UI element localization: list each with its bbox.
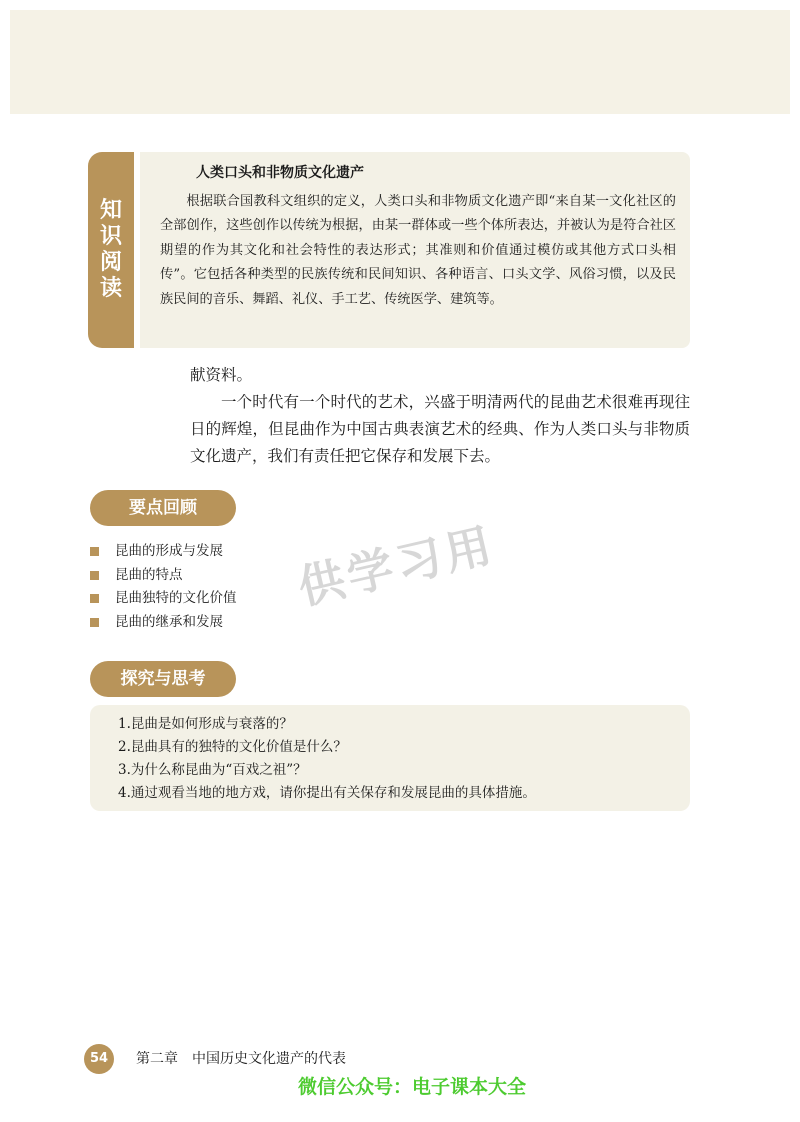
chapter-footer bbox=[136, 1048, 346, 1068]
prose-paragraph-1: 献资料。 bbox=[190, 366, 253, 384]
tab-char-1: 知 bbox=[99, 198, 122, 223]
watermark: 供学习用 bbox=[293, 517, 501, 615]
review-item bbox=[90, 587, 237, 611]
chapter-title: 中国历史文化遗产的代表 bbox=[192, 1051, 346, 1067]
tab-char-3: 阅 bbox=[99, 250, 122, 275]
knowledge-reading-box bbox=[140, 152, 690, 348]
review-item-text: 昆曲的特点 bbox=[115, 566, 183, 583]
review-heading: 要点回顾 bbox=[90, 490, 236, 526]
tab-char-2: 识 bbox=[99, 224, 122, 249]
review-item-text: 昆曲独特的文化价值 bbox=[115, 590, 237, 606]
square-bullet-icon bbox=[90, 547, 99, 556]
review-item-text: 昆曲的形成与发展 bbox=[115, 543, 223, 559]
review-item-text: 昆曲的继承和发展 bbox=[115, 613, 223, 630]
knowledge-title: 人类口头和非物质文化遗产 bbox=[196, 165, 364, 181]
explore-questions-box bbox=[90, 705, 690, 811]
knowledge-reading-tab bbox=[88, 152, 134, 348]
prose-paragraph-2: 一个时代有一个时代的艺术，兴盛于明清两代的昆曲艺术很难再现往日的辉煌，但昆曲作为中国古典表演艺术的经典、作为人类口头与非物质文化遗产，我们有责任把它保存和发展下去。 bbox=[190, 393, 690, 465]
question-item: 2.昆曲具有的独特的文化价值是什么？ bbox=[118, 739, 347, 755]
knowledge-text: 根据联合国教科文组织的定义，人类口头和非物质文化遗产即“来自某一文化社区的全部创作，这些创作以传统为根据，由某一群体或一些个体所表达，并被认为是符合社区期望的作为其文化和社会特性的表达形式；其准则和价值通过模仿或其他方式口头相传”。它包括各种类型的民族传统和民间知识、各种语言、口头文学、风俗习惯，以及民族民间的音乐、舞蹈、礼仪、手工艺、传统医学、建筑等。 bbox=[160, 194, 676, 307]
question-item: 3.为什么称昆曲为“百戏之祖”？ bbox=[118, 762, 307, 778]
question-item: 4.通过观看当地的地方戏，请你提出有关保存和发展昆曲的具体措施。 bbox=[118, 785, 536, 801]
review-item bbox=[90, 564, 237, 588]
chapter-number: 第二章 bbox=[136, 1051, 178, 1067]
review-item bbox=[90, 540, 237, 564]
question-list bbox=[118, 713, 690, 805]
question-item: 1.昆曲是如何形成与衰落的？ bbox=[118, 716, 293, 732]
review-list bbox=[90, 540, 237, 634]
square-bullet-icon bbox=[90, 571, 99, 580]
explore-heading: 探究与思考 bbox=[90, 661, 236, 697]
square-bullet-icon bbox=[90, 618, 99, 627]
page-number: 54 bbox=[84, 1044, 114, 1074]
header-band bbox=[10, 10, 790, 114]
main-prose bbox=[190, 362, 690, 470]
wechat-banner: 微信公众号：电子课本大全 bbox=[298, 1076, 527, 1098]
review-item bbox=[90, 611, 237, 635]
square-bullet-icon bbox=[90, 594, 99, 603]
tab-char-4: 读 bbox=[99, 276, 122, 301]
